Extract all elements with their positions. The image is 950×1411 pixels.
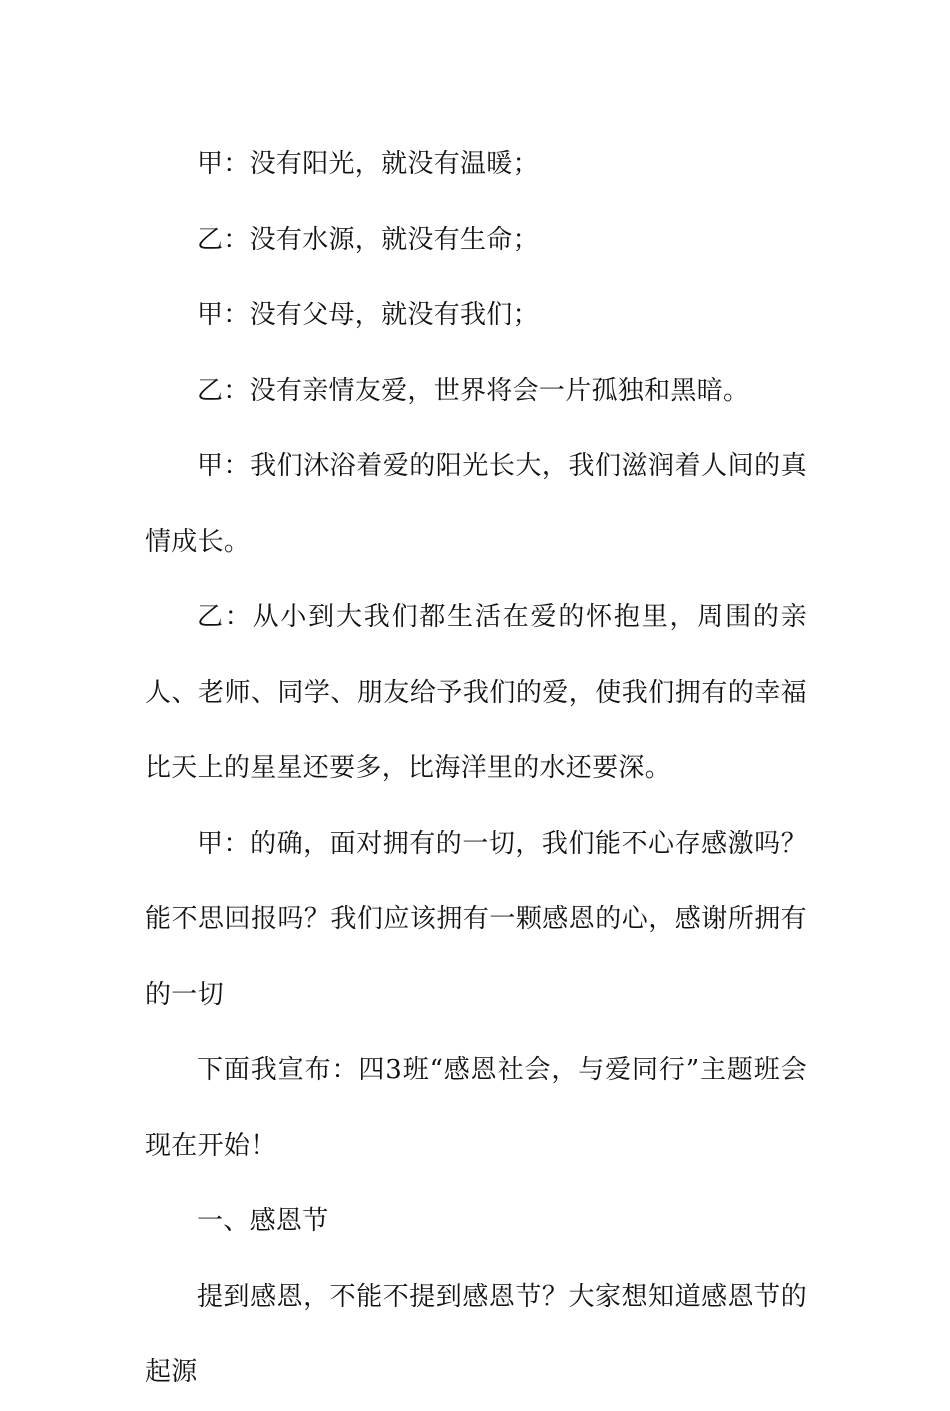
paragraph-3: 甲：没有父母，就没有我们； bbox=[197, 300, 539, 330]
paragraph-8: 下面我宣布：四3班“感恩社会，与爱同行”主题班会现在开始！ bbox=[145, 1055, 807, 1161]
paragraph-9: 提到感恩，不能不提到感恩节？大家想知道感恩节的起源 bbox=[145, 1281, 807, 1387]
paragraph-5: 甲：我们沐浴着爱的阳光长大，我们滋润着人间的真情成长。 bbox=[145, 451, 807, 557]
paragraph-7: 甲：的确，面对拥有的一切，我们能不心存感激吗？能不思回报吗？我们应该拥有一颗感恩的心，感谢所拥有的一切 bbox=[145, 828, 807, 1010]
paragraph-6: 乙：从小到大我们都生活在爱的怀抱里，周围的亲人、老师、同学、朋友给予我们的爱，使我们拥有的幸福比天上的星星还要多，比海洋里的水还要深。 bbox=[145, 602, 807, 783]
paragraph-4: 乙：没有亲情友爱，世界将会一片孤独和黑暗。 bbox=[197, 375, 750, 406]
paragraph-1: 甲：没有阳光，就没有温暖； bbox=[197, 149, 539, 179]
paragraph-2: 乙：没有水源，就没有生命； bbox=[197, 224, 539, 255]
document-body bbox=[145, 127, 807, 1411]
section-heading: 一、感恩节 bbox=[197, 1206, 329, 1236]
